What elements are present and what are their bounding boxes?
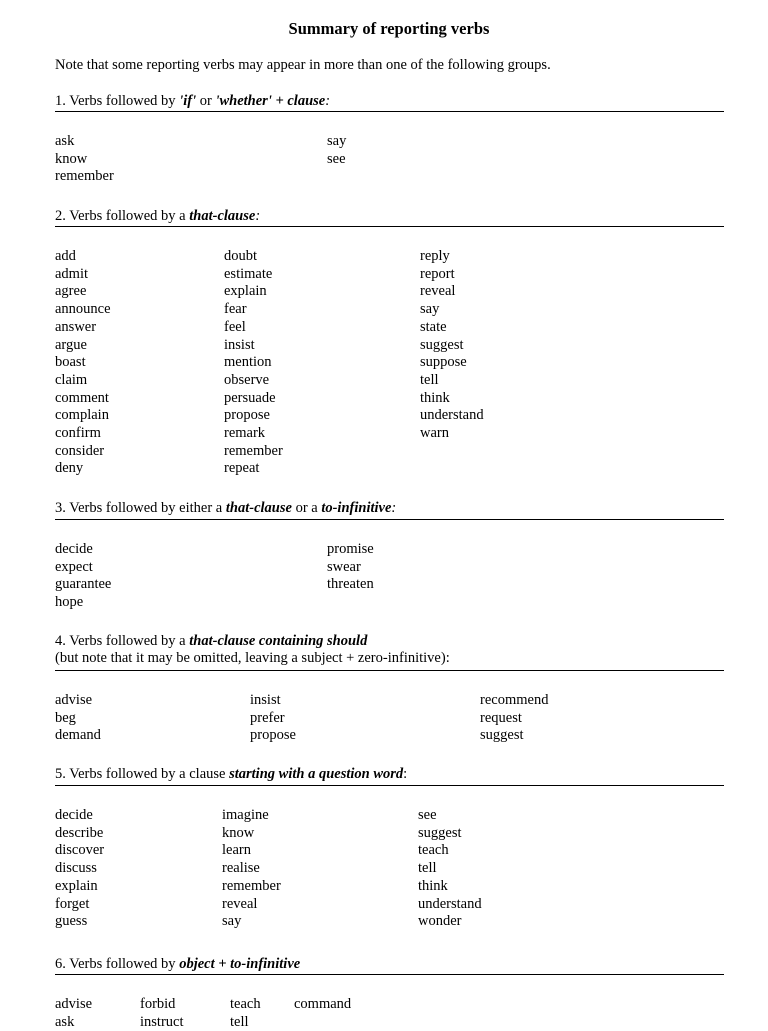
- section-2-rule: [55, 226, 724, 227]
- verb-item: propose: [224, 407, 270, 424]
- verb-item: forbid: [140, 996, 176, 1012]
- verb-item: demand: [55, 727, 101, 744]
- verb-item: reveal: [420, 283, 456, 300]
- verb-item: deny: [55, 460, 84, 477]
- verb-item: realise: [222, 860, 260, 877]
- verb-item: suppose: [420, 354, 467, 371]
- verb-item: understand: [420, 407, 484, 424]
- verb-item: doubt: [224, 248, 258, 264]
- verb-item: argue: [55, 336, 87, 353]
- section-1-column-2: [327, 133, 346, 168]
- verb-item: add: [55, 248, 76, 264]
- verb-item: complain: [55, 407, 109, 424]
- verb-item: confirm: [55, 425, 101, 442]
- section-5-column-2: [222, 807, 281, 931]
- verb-item: decide: [55, 807, 93, 823]
- section-3-column-1: [55, 541, 111, 612]
- verb-item: suggest: [420, 336, 464, 353]
- verb-item: say: [420, 301, 440, 318]
- verb-item: tell: [418, 860, 437, 877]
- verb-item: remark: [224, 425, 266, 442]
- verb-item: advise: [55, 996, 93, 1012]
- section-1-heading: 1. Verbs followed by 'if' or 'whether' + clause:: [55, 93, 331, 109]
- verb-item: guess: [55, 913, 88, 930]
- verb-item: promise: [327, 541, 374, 557]
- section-3-column-2: [327, 541, 374, 594]
- verb-item: hope: [55, 594, 84, 611]
- section-5-rule: [55, 785, 724, 786]
- verb-item: propose: [250, 727, 296, 744]
- verb-item: think: [420, 389, 450, 406]
- verb-item: describe: [55, 824, 104, 841]
- section-6-rule: [55, 974, 724, 975]
- verb-item: remember: [224, 442, 283, 459]
- verb-item: beg: [55, 709, 76, 726]
- section-3-heading: 3. Verbs followed by either a that-clause or a to-infinitive:: [55, 500, 397, 516]
- section-4-column-2: [250, 692, 296, 745]
- verb-item: admit: [55, 265, 89, 282]
- page-title: Summary of reporting verbs: [288, 19, 490, 38]
- verb-item: see: [418, 807, 437, 823]
- verb-item: state: [420, 318, 447, 335]
- section-4-column-1: [55, 692, 101, 745]
- verb-item: understand: [418, 895, 482, 912]
- section-6-column-2: [140, 996, 184, 1031]
- verb-item: forget: [55, 895, 90, 912]
- section-2-heading: 2. Verbs followed by a that-clause:: [55, 208, 261, 224]
- section-4-column-3: [480, 692, 548, 745]
- verb-item: explain: [55, 877, 98, 894]
- verb-item: learn: [222, 842, 251, 859]
- verb-item: insist: [250, 692, 281, 708]
- verb-item: insist: [224, 336, 255, 353]
- verb-item: explain: [224, 283, 267, 300]
- verb-item: fear: [224, 301, 247, 318]
- verb-item: command: [294, 996, 352, 1012]
- verb-item: discuss: [55, 860, 97, 877]
- verb-item: suggest: [418, 824, 462, 841]
- verb-item: say: [327, 133, 347, 149]
- verb-item: comment: [55, 389, 109, 406]
- verb-item: imagine: [222, 807, 269, 823]
- verb-item: warn: [420, 425, 449, 442]
- verb-item: report: [420, 265, 455, 282]
- verb-item: discover: [55, 842, 105, 859]
- verb-item: repeat: [224, 460, 260, 477]
- intro-note: Note that some reporting verbs may appear in more than one of the following groups.: [55, 57, 551, 73]
- verb-item: feel: [224, 318, 246, 335]
- verb-item: ask: [55, 1013, 75, 1030]
- section-5-column-3: [418, 807, 482, 931]
- verb-item: remember: [222, 877, 281, 894]
- section-1-rule: [55, 111, 724, 112]
- verb-item: tell: [230, 1013, 249, 1030]
- section-3-rule: [55, 519, 724, 520]
- section-5-heading: 5. Verbs followed by a clause starting with a question word:: [55, 766, 408, 782]
- verb-item: observe: [224, 371, 270, 388]
- verb-item: boast: [55, 354, 86, 371]
- verb-item: tell: [420, 371, 439, 388]
- verb-item: teach: [418, 842, 449, 859]
- verb-item: expect: [55, 558, 93, 575]
- verb-item: say: [222, 913, 242, 930]
- section-4-heading: 4. Verbs followed by a that-clause containing should (but note that it may be omitted, leaving a subject + zero-infinitive):: [55, 633, 450, 666]
- verb-item: think: [418, 877, 448, 894]
- section-6-heading: 6. Verbs followed by object + to-infinitive: [55, 956, 301, 972]
- section-4-rule: [55, 670, 724, 671]
- section-6-column-3: [230, 996, 261, 1031]
- section-2-column-3: [420, 248, 484, 443]
- verb-item: ask: [55, 133, 75, 149]
- verb-item: wonder: [418, 913, 462, 930]
- verb-item: guarantee: [55, 576, 112, 593]
- verb-item: answer: [55, 318, 97, 335]
- section-6-column-4: [294, 996, 351, 1014]
- section-6-column-1: [55, 996, 92, 1031]
- verb-item: threaten: [327, 576, 374, 593]
- section-2-column-1: [55, 248, 111, 478]
- verb-item: reveal: [222, 895, 258, 912]
- section-5-column-1: [55, 807, 104, 931]
- verb-item: estimate: [224, 265, 273, 282]
- verb-item: suggest: [480, 727, 524, 744]
- verb-item: persuade: [224, 389, 276, 406]
- verb-item: remember: [55, 168, 114, 185]
- verb-item: request: [480, 709, 522, 726]
- verb-item: reply: [420, 248, 450, 264]
- verb-item: swear: [327, 558, 361, 575]
- verb-item: consider: [55, 442, 105, 459]
- verb-item: instruct: [140, 1013, 184, 1030]
- verb-item: agree: [55, 283, 87, 300]
- verb-item: see: [327, 150, 346, 167]
- verb-item: decide: [55, 541, 93, 557]
- section-2-column-2: [224, 248, 283, 478]
- verb-item: claim: [55, 371, 88, 388]
- section-1-column-1: [55, 133, 114, 186]
- verb-item: recommend: [480, 692, 549, 708]
- verb-item: mention: [224, 354, 272, 371]
- verb-item: announce: [55, 301, 111, 318]
- verb-item: advise: [55, 692, 93, 708]
- verb-item: know: [222, 824, 255, 841]
- verb-item: prefer: [250, 709, 285, 726]
- verb-item: teach: [230, 996, 261, 1012]
- verb-item: know: [55, 150, 88, 167]
